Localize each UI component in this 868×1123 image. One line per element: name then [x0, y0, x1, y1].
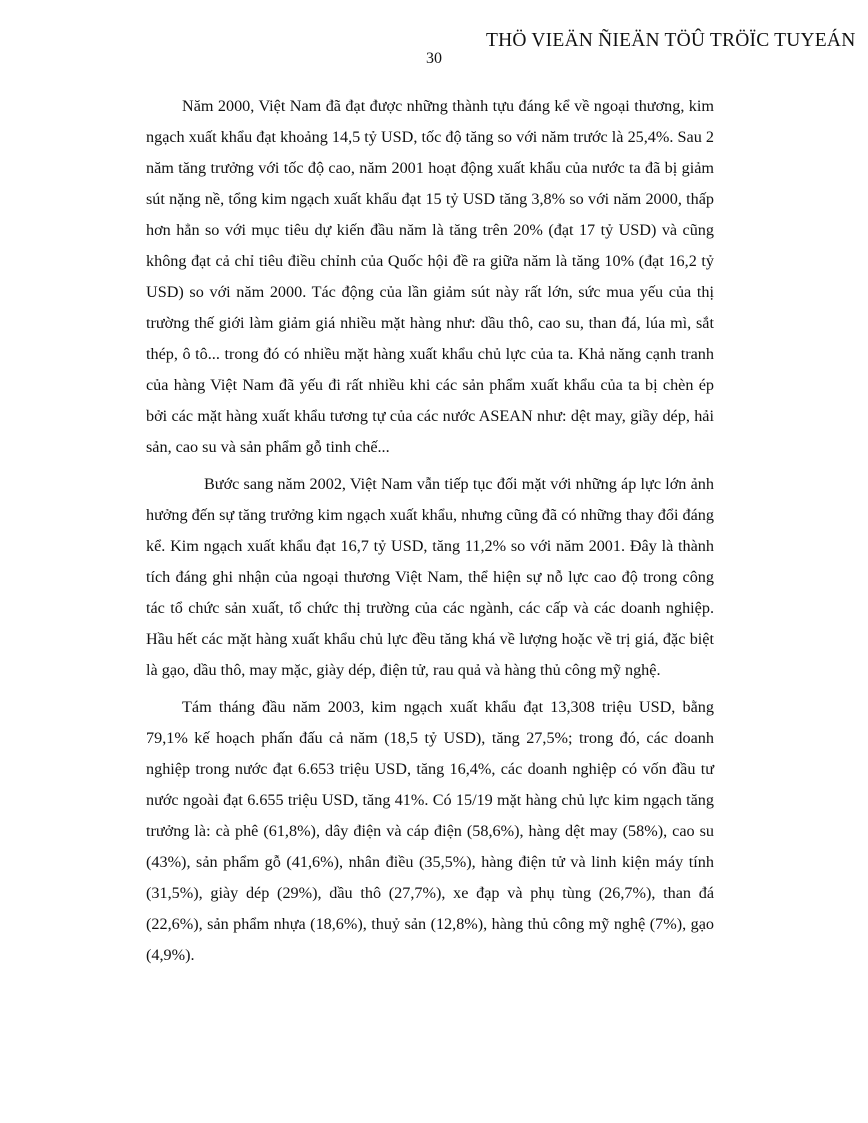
- paragraph-export-2000-2001: Năm 2000, Việt Nam đã đạt được những thành tựu đáng kể về ngoại thương, kim ngạch xuất khẩu đạt khoảng 14,5 tỷ USD, tốc độ tăng so với năm trước là 25,4%. Sau 2 năm tăng trưởng với tốc độ cao, năm 2001 hoạt động xuất khẩu của nước ta đã bị giảm sút nặng nề, tổng kim ngạch xuất khẩu đạt 15 tỷ USD tăng 3,8% so với năm 2000, thấp hơn hẳn so với mục tiêu dự kiến đầu năm là tăng trên 20% (đạt 17 tỷ USD) và cũng không đạt cả chỉ tiêu điều chỉnh của Quốc hội đề ra giữa năm là tăng 10% (đạt 16,2 tỷ USD) so với năm 2000. Tác động của lần giảm sút này rất lớn, sức mua yếu của thị trường thế giới làm giảm giá nhiều mặt hàng như: dầu thô, cao su, than đá, lúa mì, sắt thép, ô tô... trong đó có nhiều mặt hàng xuất khẩu chủ lực của ta. Khả năng cạnh tranh của hàng Việt Nam đã yếu đi rất nhiều khi các sản phẩm xuất khẩu của ta bị chèn ép bởi các mặt hàng xuất khẩu tương tự của các nước ASEAN như: dệt may, giầy dép, hải sản, cao su và sản phẩm gỗ tinh chế...: [146, 97, 714, 456]
- paragraph-export-2002: Bước sang năm 2002, Việt Nam vẫn tiếp tục đối mặt với những áp lực lớn ảnh hưởng đến sự tăng trưởng kim ngạch xuất khẩu, nhưng cũng đã có những thay đổi đáng kể. Kim ngạch xuất khẩu đạt 16,7 tỷ USD, tăng 11,2% so với năm 2001. Đây là thành tích đáng ghi nhận của ngoại thương Việt Nam, thể hiện sự nỗ lực cao độ trong công tác tổ chức sản xuất, tổ chức thị trường của các ngành, các cấp và các doanh nghiệp. Hầu hết các mặt hàng xuất khẩu chủ lực đều tăng khá về lượng hoặc về trị giá, đặc biệt là gạo, dầu thô, may mặc, giày dép, điện tử, rau quả và hàng thủ công mỹ nghệ.: [146, 475, 714, 679]
- document-body: [146, 91, 714, 971]
- library-watermark: THÖ VIEÄN ÑIEÄN TÖÛ TRÖÏC TUYEÁN: [486, 30, 856, 51]
- page-number: 30: [426, 50, 442, 67]
- paragraph-export-2003: Tám tháng đầu năm 2003, kim ngạch xuất khẩu đạt 13,308 triệu USD, bằng 79,1% kế hoạch phấn đấu cả năm (18,5 tỷ USD), tăng 27,5%; trong đó, các doanh nghiệp trong nước đạt 6.653 triệu USD, tăng 16,4%, các doanh nghiệp có vốn đầu tư nước ngoài đạt 6.655 triệu USD, tăng 41%. Có 15/19 mặt hàng chủ lực kim ngạch tăng trưởng là: cà phê (61,8%), dây điện và cáp điện (58,6%), hàng dệt may (58%), cao su (43%), sản phẩm gỗ (41,6%), nhân điều (35,5%), hàng điện tử và linh kiện máy tính (31,5%), giày dép (29%), dầu thô (27,7%), xe đạp và phụ tùng (26,7%), than đá (22,6%), sản phẩm nhựa (18,6%), thuỷ sản (12,8%), hàng thủ công mỹ nghệ (7%), gạo (4,9%).: [146, 698, 714, 964]
